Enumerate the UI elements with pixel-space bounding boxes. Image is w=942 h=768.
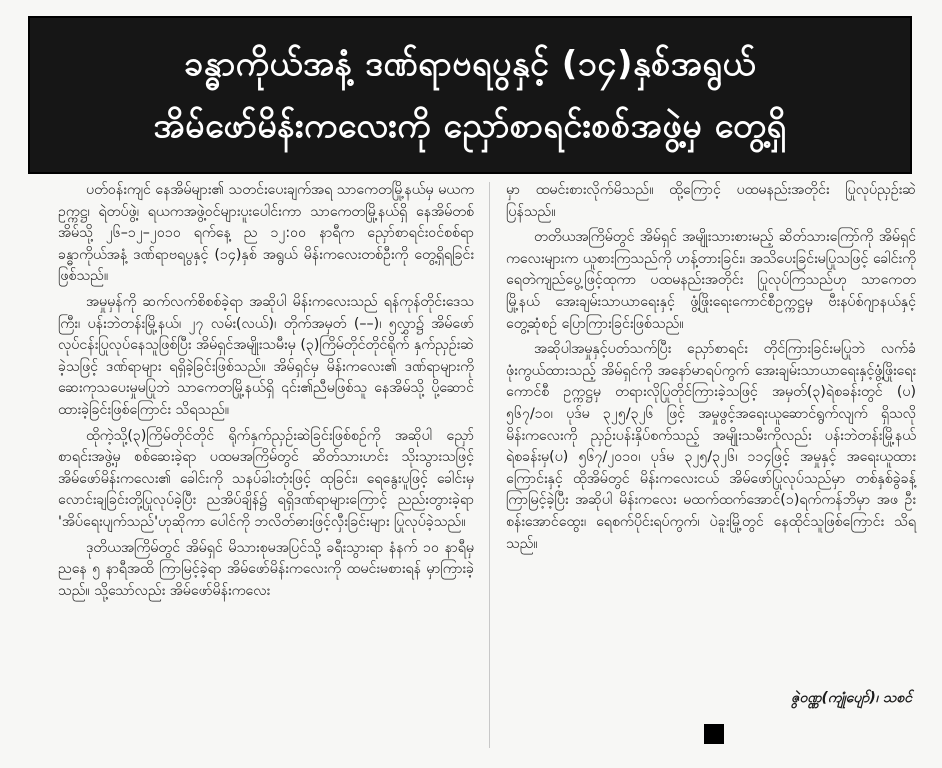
headline-line-2: အိမ်ဖော်မိန်းကလေးကို ညှော်စာရင်းစစ်အဖွဲ့မှ တွေ့ရှိ <box>153 106 787 146</box>
end-of-article-mark <box>704 724 724 744</box>
paragraph: အဆိုပါအမှုနှင့်ပတ်သက်ပြီး ညှော်စာရင်း တိုင်ကြားခြင်းမပြုဘဲ လက်ခံဖုံးကွယ်ထားသည့် အိမ်ရှင်ကို အနော်မာရပ်ကွက် အေးချမ်းသာယာရေးနှင့်ဖွံ့ဖြိုးရေးကောင်စီ ဥက္ကဋ္ဌမှ တရားလိုပြုတိုင်ကြားခဲ့သဖြင့် အမှတ်(၃)ရဲစခန်းတွင် (ပ) ၅၆၇/၁၀၊ ပုဒ်မ ၃၂၅/၃၂၆ ဖြင့် အမှုဖွင့်အရေးယူဆောင်ရွက်လျက် ရှိသလို မိန်းကလေးကို ညှဉ်းပန်းနှိပ်စက်သည့် အမျိုးသမီးကိုလည်း ပန်းဘဲတန်းမြို့နယ် ရဲစခန်းမှ(ပ) ၅၆၇/၂၀၁၀၊ ပုဒ်မ ၃၂၅/၃၂၆၊ ၁၁၄ဖြင့် အမှုနှင့် အရေးယူထားကြောင်းနှင့် ထိုအိမ်တွင် မိန်းကလေးငယ် အိမ်ဖော်ပြုလုပ်သည်မှာ တစ်နှစ်ခွဲခန့်ကြာမြင့်ခဲ့ပြီး အဆိုပါ မိန်းကလေး မထက်ထက်အောင်(၁)ရက်ကန်ဘိမှာ အဖ ဦးစန်းအောင်ထွေး၊ ရေစက်ပိုင်းရပ်ကွက်၊ ပဲခူးမြို့တွင် နေထိုင်သူဖြစ်ကြောင်း သိရသည်။ <box>506 341 916 552</box>
column-divider <box>489 182 490 748</box>
author-byline: ဇွဲဝဏ္ဏ(ကျုံပျော်)၊ သစင် <box>791 690 912 706</box>
headline-line-1: ခန္ဓာကိုယ်အနံ့ ဒဏ်ရာဗရပွနှင့် (၁၄)နှစ်အရွယ် <box>184 44 756 84</box>
headline-banner <box>28 16 912 174</box>
paragraph: ပတ်ဝန်းကျင် နေအိမ်များ၏ သတင်းပေးချက်အရ သာကေတမြို့နယ်မှ မယက ဥက္ကဋ္ဌ၊ ရဲတပ်ဖွဲ့၊ ရယကအဖွဲ့ဝင်များပူးပေါင်းကာ သာကေတမြို့နယ်ရှိ နေအိမ်တစ်အိမ်သို့ ၂၆–၁၂–၂၀၁၀ ရက်နေ့ ည ၁၂:၀၀ နာရီက ညှော်စာရင်းဝင်စစ်ရာ ခန္ဓာကိုယ်အနံ့ ဒဏ်ရာဗရပွနှင့် (၁၄)နှစ် အရွယ် မိန်းကလေးတစ်ဦးကို တွေ့ရှိရခြင်းဖြစ်သည်။ <box>58 182 474 285</box>
article-column-right <box>506 180 916 559</box>
article-column-left <box>58 180 474 606</box>
paragraph: တတိယအကြိမ်တွင် အိမ်ရှင် အမျိုးသားစားမည့် ဆိတ်သားကြော်ကို အိမ်ရှင်ကလေးများက ယူစားကြသည်ကို ဟန့်တားခြင်း၊ အသိပေးခြင်းမပြုသဖြင့် ခေါင်းကို ရေတဲကျည်ပွေ့ဖြင့်ထုကာ ပထမနည်းအတိုင်း ပြုလုပ်ကြသည်ဟု သာကေတမြို့နယ် အေးချမ်းသာယာရေးနှင့် ဖွံ့ဖြိုးရေးကောင်စီဥက္ကဋ္ဌမှ ဗီးနပ်စ်ဂျာနယ်နှင့် တွေ့ဆုံစဉ် ပြောကြားခြင်းဖြစ်သည်။ <box>506 229 916 332</box>
paragraph: အမှုမှန်ကို ဆက်လက်စိစစ်ခဲ့ရာ အဆိုပါ မိန်းကလေးသည် ရန်ကုန်တိုင်းဒေသကြီး၊ ပန်းဘဲတန်းမြို့နယ်၊ ၂၇ လမ်း(လယ်)၊ တိုက်အမှတ် (––)၊ ၅လွှာ၌ အိမ်ဖော်လုပ်ငန်းပြုလုပ်နေသူဖြစ်ပြီး အိမ်ရှင်အမျိုးသမီးမှ (၃)ကြိမ်တိုင်တိုင်ရိုက် နှက်ညှဉ်းဆဲခဲ့သဖြင့် ဒဏ်ရာများ ရရှိခဲ့ခြင်းဖြစ်သည်။ အိမ်ရှင်မှ မိန်းကလေး၏ ဒဏ်ရာများကို ဆေးကုသပေးမှုမပြုဘဲ သာကေတမြို့နယ်ရှိ ၎င်း၏ညီမဖြစ်သူ နေအိမ်သို့ ပို့ဆောင်ထားခဲ့ခြင်းဖြစ်ကြောင်း သိရသည်။ <box>58 293 474 418</box>
paragraph: ထိုကဲ့သို့(၃)ကြိမ်တိုင်တိုင် ရိုက်နှက်ညှဉ်းဆဲခြင်းဖြစ်စဉ်ကို အဆိုပါ ညှော်စာရင်းအဖွဲ့မှ စစ်ဆေးခဲ့ရာ ပထမအကြိမ်တွင် ဆိတ်သားဟင်း သိုးသွားသဖြင့် အိမ်ဖော်မိန်းကလေး၏ ခေါင်းကို သနပ်ခါးတုံးဖြင့် ထုခြင်း၊ ရေနွေးပူဖြင့် ခေါင်းမှလောင်းချခြင်းတို့ပြုလုပ်ခဲ့ပြီး ညအိပ်ချိန်၌ ရရှိဒဏ်ရာများကြောင့် ညည်းတွားခဲ့ရာ 'အိပ်ရေးပျက်သည်'ဟုဆိုကာ ပေါင်ကို ဘလိတ်ဓားဖြင့်လှီးခြင်းများ ပြုလုပ်ခဲ့သည်။ <box>58 427 474 530</box>
paragraph: မှာ ထမင်းစားလိုက်မိသည်။ ထို့ကြောင့် ပထမနည်းအတိုင်း ပြုလုပ်ညှဉ်းဆဲပြန်သည်။ <box>506 182 916 220</box>
paragraph: ဒုတိယအကြိမ်တွင် အိမ်ရှင် မိသားစုမအပြင်သို့ ခရီးသွားရာ နံနက် ၁၀ နာရီမှ ညနေ ၅ နာရီအထိ ကြာမြင့်ခဲ့ရာ အိမ်ဖော်မိန်းကလေးကို ထမင်းမစားရန် မှာကြားခဲ့သည်။ သို့သော်လည်း အိမ်ဖော်မိန်းကလေး <box>58 539 474 599</box>
